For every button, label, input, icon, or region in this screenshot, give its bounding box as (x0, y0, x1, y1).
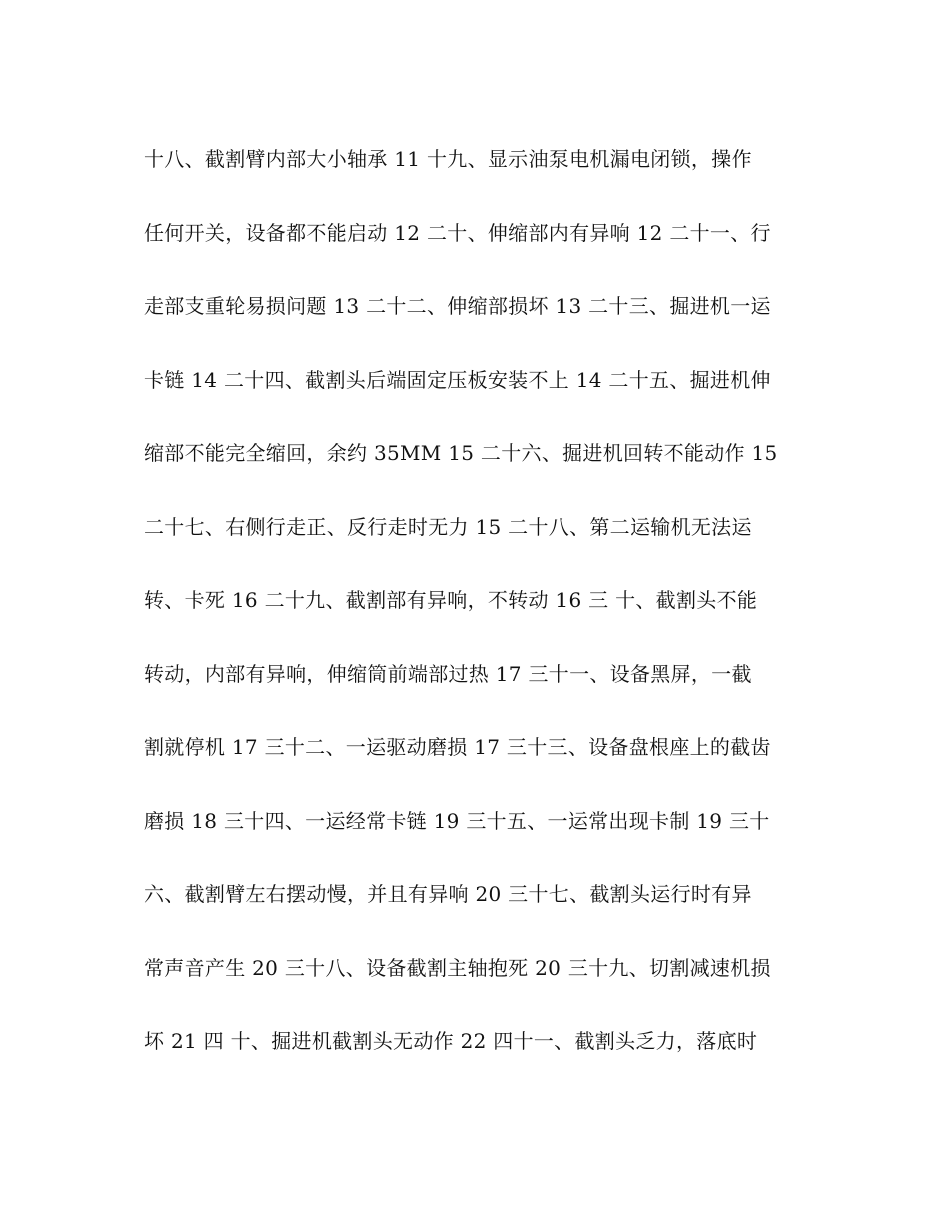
text-line-5: 缩部不能完全缩回，余约 35MM 15 二十六、掘进机回转不能动作 15 (144, 441, 778, 465)
text-line-6: 二十七、右侧行走正、反行走时无力 15 二十八、第二运输机无法运 (144, 514, 752, 539)
text-line-13: 坏 21 四 十、掘进机截割头无动作 22 四十一、截割头乏力，落底时 (144, 1029, 758, 1053)
toc-text-block (144, 139, 824, 1095)
text-line-3: 走部支重轮易损问题 13 二十二、伸缩部损坏 13 二十三、掘进机一运 (144, 294, 771, 318)
text-line-2: 任何开关，设备都不能启动 12 二十、伸缩部内有异响 12 二十一、行 (144, 220, 771, 245)
text-line-11: 六、截割臂左右摆动慢，并且有异响 20 三十七、截割头运行时有异 (144, 882, 752, 906)
text-line-4: 卡链 14 二十四、截割头后端固定压板安装不上 14 二十五、掘进机伸 (144, 367, 771, 392)
text-line-7: 转、卡死 16 二十九、截割部有异响，不转动 16 三 十、截割头不能 (144, 588, 758, 612)
text-line-8: 转动，内部有异响，伸缩筒前端部过热 17 三十一、设备黑屏，一截 (144, 661, 752, 686)
text-line-9: 割就停机 17 三十二、一运驱动磨损 17 三十三、设备盘根座上的截齿 (144, 735, 771, 759)
text-line-10: 磨损 18 三十四、一运经常卡链 19 三十五、一运常出现卡制 19 三十 (144, 808, 770, 833)
text-line-12: 常声音产生 20 三十八、设备截割主轴抱死 20 三十九、切割减速机损 (144, 955, 771, 980)
text-line-1: 十八、截割臂内部大小轴承 11 十九、显示油泵电机漏电闭锁，操作 (144, 147, 752, 171)
